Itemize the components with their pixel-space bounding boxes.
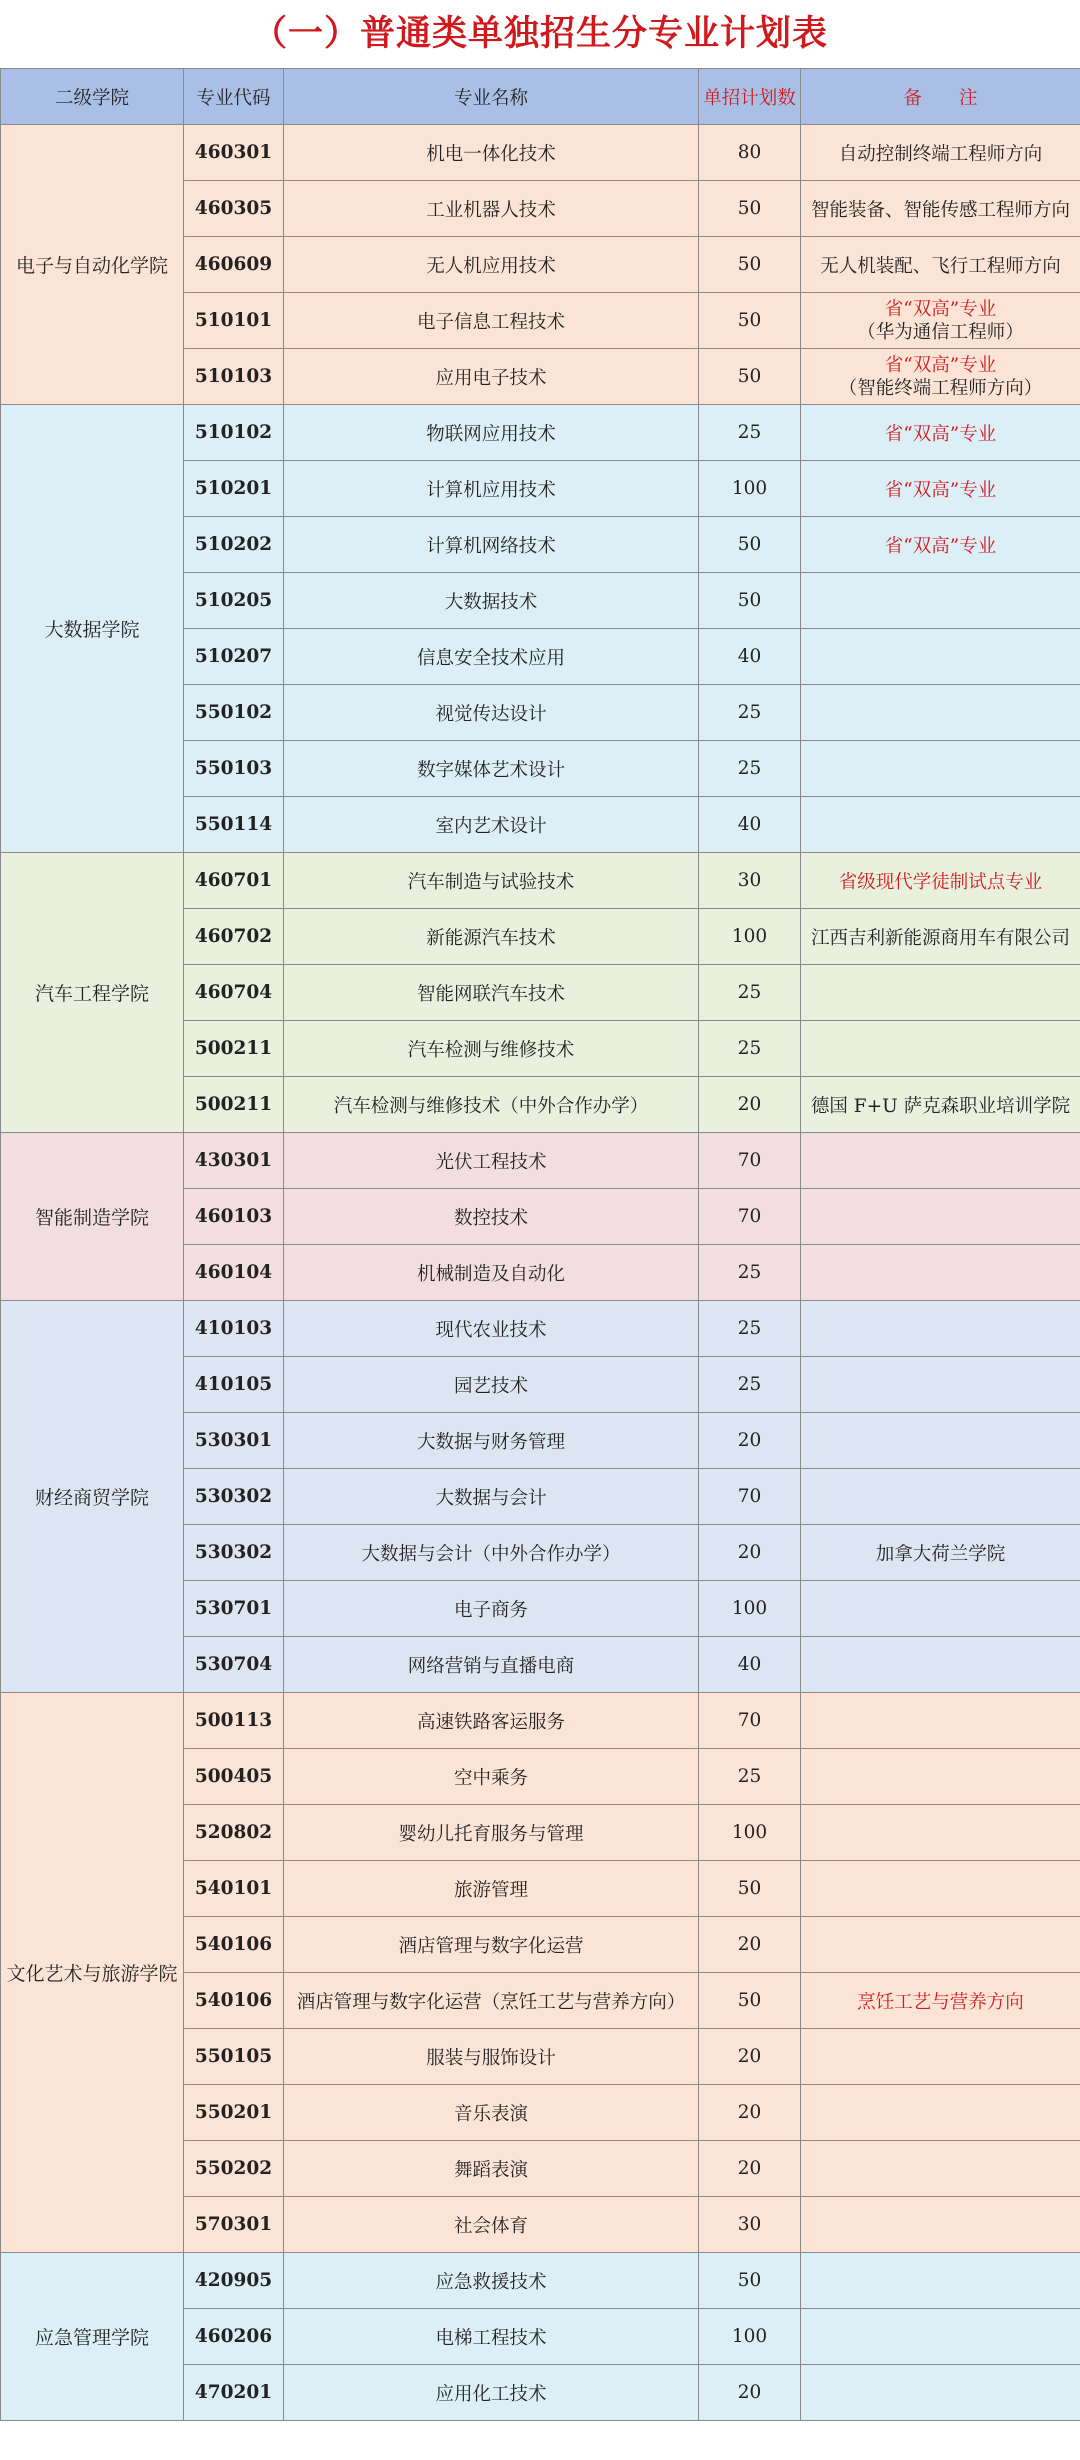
code-cell: 410105: [184, 1357, 284, 1413]
code-cell: 510103: [184, 349, 284, 405]
major-cell: 音乐表演: [284, 2085, 699, 2141]
major-cell: 大数据技术: [284, 573, 699, 629]
note-cell: [801, 2365, 1080, 2421]
code-cell: 500211: [184, 1077, 284, 1133]
note-cell: [801, 965, 1080, 1021]
major-cell: 大数据与会计: [284, 1469, 699, 1525]
major-cell: 旅游管理: [284, 1861, 699, 1917]
quota-cell: 50: [699, 2253, 801, 2309]
major-cell: 舞蹈表演: [284, 2141, 699, 2197]
major-cell: 园艺技术: [284, 1357, 699, 1413]
note-cell: [801, 2085, 1080, 2141]
quota-cell: 100: [699, 461, 801, 517]
header-major: 专业名称: [284, 69, 699, 125]
note-cell: [801, 1357, 1080, 1413]
college-cell: 智能制造学院: [1, 1133, 184, 1301]
note-cell: [801, 1917, 1080, 1973]
major-cell: 大数据与会计（中外合作办学）: [284, 1525, 699, 1581]
table-body: [1, 125, 1080, 2421]
major-cell: 汽车检测与维修技术（中外合作办学）: [284, 1077, 699, 1133]
code-cell: 570301: [184, 2197, 284, 2253]
quota-cell: 50: [699, 517, 801, 573]
code-cell: 460609: [184, 237, 284, 293]
note-cell: [801, 629, 1080, 685]
quota-cell: 25: [699, 1749, 801, 1805]
code-cell: 460301: [184, 125, 284, 181]
note-cell: 省“双高”专业: [801, 517, 1080, 573]
code-cell: 420905: [184, 2253, 284, 2309]
note-detail: （智能终端工程师方向）: [838, 377, 1043, 399]
table-row: [1, 1693, 1080, 1749]
quota-cell: 100: [699, 909, 801, 965]
note-cell: [801, 573, 1080, 629]
major-cell: 应急救援技术: [284, 2253, 699, 2309]
table-row: [1, 405, 1080, 461]
header-code: 专业代码: [184, 69, 284, 125]
code-cell: 500211: [184, 1021, 284, 1077]
note-cell: [801, 797, 1080, 853]
code-cell: 410103: [184, 1301, 284, 1357]
plan-table: [0, 68, 1080, 2421]
header-quota: 单招计划数: [699, 69, 801, 125]
note-cell: [801, 1861, 1080, 1917]
code-cell: 540106: [184, 1973, 284, 2029]
major-cell: 物联网应用技术: [284, 405, 699, 461]
quota-cell: 70: [699, 1133, 801, 1189]
code-cell: 520802: [184, 1805, 284, 1861]
quota-cell: 50: [699, 1861, 801, 1917]
table-header-row: [1, 69, 1080, 125]
note-cell: [801, 2141, 1080, 2197]
quota-cell: 40: [699, 797, 801, 853]
quota-cell: 25: [699, 1021, 801, 1077]
code-cell: 460704: [184, 965, 284, 1021]
college-cell: 汽车工程学院: [1, 853, 184, 1133]
quota-cell: 80: [699, 125, 801, 181]
major-cell: 计算机网络技术: [284, 517, 699, 573]
note-cell: 加拿大荷兰学院: [801, 1525, 1080, 1581]
table-row: [1, 1133, 1080, 1189]
quota-cell: 50: [699, 349, 801, 405]
quota-cell: 25: [699, 1357, 801, 1413]
major-cell: 电子商务: [284, 1581, 699, 1637]
major-cell: 汽车制造与试验技术: [284, 853, 699, 909]
quota-cell: 20: [699, 1525, 801, 1581]
note-cell: [801, 1805, 1080, 1861]
quota-cell: 20: [699, 2365, 801, 2421]
quota-cell: 70: [699, 1693, 801, 1749]
note-cell: [801, 741, 1080, 797]
code-cell: 500113: [184, 1693, 284, 1749]
quota-cell: 25: [699, 741, 801, 797]
code-cell: 550103: [184, 741, 284, 797]
note-cell: [801, 1133, 1080, 1189]
major-cell: 应用化工技术: [284, 2365, 699, 2421]
note-cell: [801, 685, 1080, 741]
code-cell: 510205: [184, 573, 284, 629]
note-cell: [801, 2309, 1080, 2365]
table-row: [1, 1301, 1080, 1357]
quota-cell: 20: [699, 1077, 801, 1133]
major-cell: 社会体育: [284, 2197, 699, 2253]
code-cell: 470201: [184, 2365, 284, 2421]
quota-cell: 50: [699, 237, 801, 293]
note-cell: 自动控制终端工程师方向: [801, 125, 1080, 181]
major-cell: 机电一体化技术: [284, 125, 699, 181]
major-cell: 应用电子技术: [284, 349, 699, 405]
major-cell: 空中乘务: [284, 1749, 699, 1805]
note-cell: [801, 349, 1080, 405]
major-cell: 汽车检测与维修技术: [284, 1021, 699, 1077]
code-cell: 460701: [184, 853, 284, 909]
table-row: [1, 125, 1080, 181]
major-cell: 电梯工程技术: [284, 2309, 699, 2365]
note-cell: 无人机装配、飞行工程师方向: [801, 237, 1080, 293]
note-cell: 江西吉利新能源商用车有限公司: [801, 909, 1080, 965]
page-title: （一）普通类单独招生分专业计划表: [251, 13, 828, 54]
quota-cell: 20: [699, 1413, 801, 1469]
major-cell: 信息安全技术应用: [284, 629, 699, 685]
note-cell: [801, 1693, 1080, 1749]
code-cell: 460103: [184, 1189, 284, 1245]
code-cell: 460305: [184, 181, 284, 237]
table-row: [1, 2253, 1080, 2309]
note-cell: 烹饪工艺与营养方向: [801, 1973, 1080, 2029]
college-cell: 电子与自动化学院: [1, 125, 184, 405]
major-cell: 数控技术: [284, 1189, 699, 1245]
quota-cell: 100: [699, 1581, 801, 1637]
note-cell: [801, 2197, 1080, 2253]
note-cell: [801, 1637, 1080, 1693]
note-cell: [801, 1245, 1080, 1301]
quota-cell: 25: [699, 965, 801, 1021]
quota-cell: 25: [699, 405, 801, 461]
note-cell: [801, 293, 1080, 349]
note-cell: 省“双高”专业: [801, 461, 1080, 517]
major-cell: 大数据与财务管理: [284, 1413, 699, 1469]
header-note: 备 注: [801, 69, 1080, 125]
note-cell: 省“双高”专业: [801, 405, 1080, 461]
major-cell: 光伏工程技术: [284, 1133, 699, 1189]
major-cell: 现代农业技术: [284, 1301, 699, 1357]
quota-cell: 50: [699, 573, 801, 629]
note-cell: [801, 1749, 1080, 1805]
code-cell: 500405: [184, 1749, 284, 1805]
quota-cell: 70: [699, 1189, 801, 1245]
note-cell: [801, 1413, 1080, 1469]
quota-cell: 25: [699, 685, 801, 741]
major-cell: 婴幼儿托育服务与管理: [284, 1805, 699, 1861]
quota-cell: 20: [699, 2141, 801, 2197]
note-cell: 省级现代学徒制试点专业: [801, 853, 1080, 909]
major-cell: 工业机器人技术: [284, 181, 699, 237]
note-detail: （华为通信工程师）: [857, 321, 1024, 343]
code-cell: 550202: [184, 2141, 284, 2197]
code-cell: 530301: [184, 1413, 284, 1469]
quota-cell: 20: [699, 2029, 801, 2085]
code-cell: 510201: [184, 461, 284, 517]
table-row: [1, 853, 1080, 909]
note-cell: [801, 1189, 1080, 1245]
code-cell: 530302: [184, 1525, 284, 1581]
quota-cell: 40: [699, 629, 801, 685]
code-cell: 530701: [184, 1581, 284, 1637]
code-cell: 460206: [184, 2309, 284, 2365]
major-cell: 数字媒体艺术设计: [284, 741, 699, 797]
code-cell: 430301: [184, 1133, 284, 1189]
code-cell: 550102: [184, 685, 284, 741]
major-cell: 网络营销与直播电商: [284, 1637, 699, 1693]
quota-cell: 100: [699, 2309, 801, 2365]
college-cell: 应急管理学院: [1, 2253, 184, 2421]
major-cell: 新能源汽车技术: [284, 909, 699, 965]
code-cell: 460702: [184, 909, 284, 965]
code-cell: 550114: [184, 797, 284, 853]
quota-cell: 50: [699, 1973, 801, 2029]
note-highlight: 省“双高”专业: [884, 354, 997, 376]
note-cell: [801, 1021, 1080, 1077]
code-cell: 510102: [184, 405, 284, 461]
major-cell: 智能网联汽车技术: [284, 965, 699, 1021]
major-cell: 机械制造及自动化: [284, 1245, 699, 1301]
major-cell: 电子信息工程技术: [284, 293, 699, 349]
major-cell: 计算机应用技术: [284, 461, 699, 517]
code-cell: 510101: [184, 293, 284, 349]
note-cell: 智能装备、智能传感工程师方向: [801, 181, 1080, 237]
note-cell: [801, 1301, 1080, 1357]
code-cell: 550105: [184, 2029, 284, 2085]
college-cell: 文化艺术与旅游学院: [1, 1693, 184, 2253]
major-cell: 酒店管理与数字化运营（烹饪工艺与营养方向）: [284, 1973, 699, 2029]
quota-cell: 50: [699, 293, 801, 349]
code-cell: 540106: [184, 1917, 284, 1973]
code-cell: 510202: [184, 517, 284, 573]
major-cell: 服装与服饰设计: [284, 2029, 699, 2085]
note-cell: 德国 F+U 萨克森职业培训学院: [801, 1077, 1080, 1133]
note-cell: [801, 2253, 1080, 2309]
note-cell: [801, 1469, 1080, 1525]
major-cell: 室内艺术设计: [284, 797, 699, 853]
quota-cell: 70: [699, 1469, 801, 1525]
college-cell: 大数据学院: [1, 405, 184, 853]
code-cell: 510207: [184, 629, 284, 685]
header-college: 二级学院: [1, 69, 184, 125]
quota-cell: 25: [699, 1245, 801, 1301]
major-cell: 高速铁路客运服务: [284, 1693, 699, 1749]
quota-cell: 30: [699, 2197, 801, 2253]
code-cell: 540101: [184, 1861, 284, 1917]
quota-cell: 20: [699, 1917, 801, 1973]
code-cell: 460104: [184, 1245, 284, 1301]
note-cell: [801, 2029, 1080, 2085]
code-cell: 530704: [184, 1637, 284, 1693]
quota-cell: 20: [699, 2085, 801, 2141]
quota-cell: 40: [699, 1637, 801, 1693]
quota-cell: 30: [699, 853, 801, 909]
note-cell: [801, 1581, 1080, 1637]
college-cell: 财经商贸学院: [1, 1301, 184, 1693]
major-cell: 无人机应用技术: [284, 237, 699, 293]
code-cell: 530302: [184, 1469, 284, 1525]
quota-cell: 25: [699, 1301, 801, 1357]
major-cell: 酒店管理与数字化运营: [284, 1917, 699, 1973]
major-cell: 视觉传达设计: [284, 685, 699, 741]
quota-cell: 100: [699, 1805, 801, 1861]
code-cell: 550201: [184, 2085, 284, 2141]
note-highlight: 省“双高”专业: [884, 298, 997, 320]
quota-cell: 50: [699, 181, 801, 237]
